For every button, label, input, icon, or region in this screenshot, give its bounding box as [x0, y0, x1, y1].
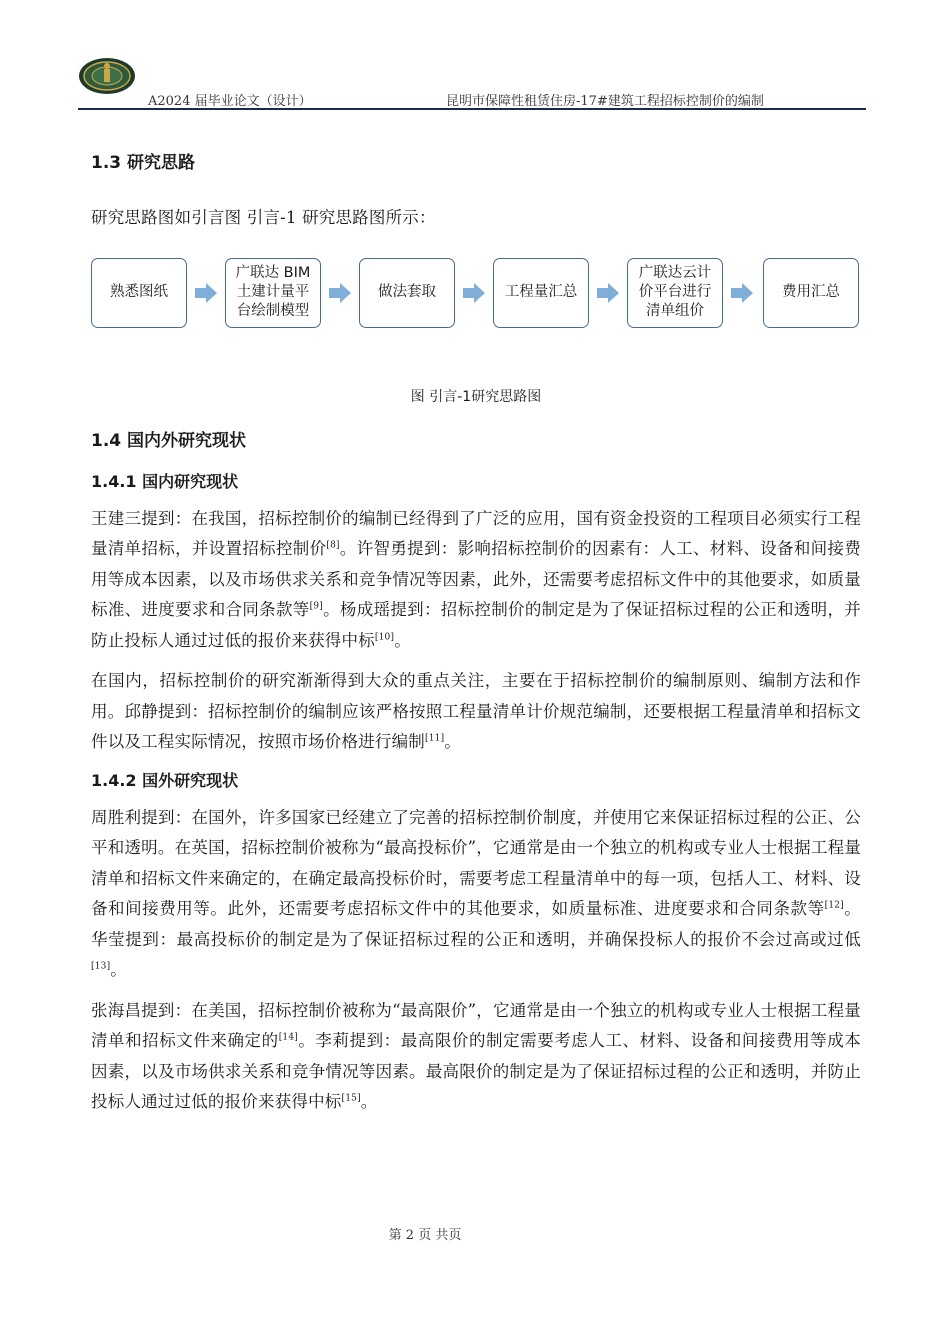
flow-step-5: 广联达云计价平台进行清单组价	[627, 258, 723, 328]
citation: [8]	[326, 540, 340, 551]
page-header	[78, 50, 866, 110]
paragraph-text: 。	[394, 630, 411, 650]
paragraph-text: 。	[110, 960, 127, 979]
paragraph-domestic-1	[91, 504, 861, 657]
section-heading-1-3: 1.3 研究思路	[91, 153, 196, 173]
header-thesis-label: A2024 届毕业论文（设计）	[148, 94, 312, 109]
paragraph-text: 。华莹提到：最高投标价的制定是为了保证招标过程的公正和透明，并确保投标人的报价不会过高或过低	[91, 899, 861, 949]
paragraph-text: 周胜利提到：在国外，许多国家已经建立了完善的招标控制价制度，并使用它来保证招标过程的公正、公平和透明。在英国，招标控制价被称为“最高投标价”，它通常是由一个独立的机构或专业人士根据工程量清单和招标文件来确定的，在确定最高投标价时，需要考虑工程量清单中的每一项，包括人工、材料、设备和间接费用等。此外，还需要考虑招标文件中的其他要求，如质量标准、进度要求和合同条款等	[91, 807, 861, 918]
citation: [13]	[91, 961, 111, 972]
paragraph-text: 。	[360, 1092, 378, 1111]
paragraph-foreign-2	[91, 996, 861, 1118]
flow-step-2: 广联达 BIM 土建计量平台绘制模型	[225, 258, 321, 328]
subsection-heading-1-4-1: 1.4.1 国内研究现状	[91, 471, 239, 491]
header-divider	[78, 108, 866, 110]
citation: [11]	[425, 733, 445, 744]
flow-arrow-icon	[597, 283, 619, 303]
flow-intro-text: 研究思路图如引言图 引言-1 研究思路图所示：	[91, 208, 436, 227]
paragraph-text: 王建三提到：在我国，招标控制价的编制已经得到了广泛的应用，国有资金投资的工程项目必须实行工程量清单招标，并设置招标控制价	[91, 508, 861, 558]
figure-caption: 图 引言-1研究思路图	[410, 388, 542, 405]
paragraph-text: 。杨成瑶提到：招标控制价的制定是为了保证招标过程的公正和透明，并防止投标人通过过低的报价来获得中标	[91, 600, 861, 650]
flow-step-3: 做法套取	[359, 258, 455, 328]
page-content	[91, 140, 861, 1118]
flow-step-4: 工程量汇总	[493, 258, 589, 328]
subsection-heading-1-4-2: 1.4.2 国外研究现状	[91, 770, 239, 790]
research-flow-diagram	[91, 258, 861, 334]
paragraph-text: 。	[444, 732, 461, 751]
university-seal-icon	[78, 54, 136, 94]
flow-step-6: 费用汇总	[763, 258, 859, 328]
paragraph-domestic-2	[91, 666, 861, 758]
citation: [12]	[824, 900, 844, 911]
flow-arrow-icon	[329, 283, 351, 303]
paragraph-text: 。许智勇提到：影响招标控制价的因素有：人工、材料、设备和间接费用等成本因素，以及市场供求关系和竞争情况等因素，此外，还需要考虑招标文件中的其他要求，如质量标准、进度要求和合同条款等	[91, 539, 861, 619]
flow-arrow-icon	[731, 283, 753, 303]
page-footer: 第 2 页 共页	[388, 1228, 462, 1243]
paragraph-text: 。李莉提到：最高限价的制定需要考虑人工、材料、设备和间接费用等成本因素，以及市场供求关系和竞争情况等因素。最高限价的制定是为了保证招标过程的公正和透明，并防止投标人通过过低的报价来获得中标	[91, 1031, 861, 1111]
header-thesis-title: 昆明市保障性租赁住房-17#建筑工程招标控制价的编制	[446, 94, 764, 109]
flow-step-1: 熟悉图纸	[91, 258, 187, 328]
citation: [14]	[278, 1032, 298, 1043]
paragraph-text: 在国内，招标控制价的研究渐渐得到大众的重点关注，主要在于招标控制价的编制原则、编制方法和作用。邱静提到：招标控制价的编制应该严格按照工程量清单计价规范编制，还要根据工程量清单和招标文件以及工程实际情况，按照市场价格进行编制	[91, 671, 861, 751]
citation: [10]	[374, 632, 395, 642]
flow-arrow-icon	[463, 283, 485, 303]
citation: [15]	[341, 1093, 361, 1104]
citation: [9]	[309, 601, 323, 612]
paragraph-text: 张海昌提到：在美国，招标控制价被称为“最高限价”，它通常是由一个独立的机构或专业人士根据工程量清单和招标文件来确定的	[91, 1000, 861, 1050]
section-heading-1-4: 1.4 国内外研究现状	[91, 430, 247, 451]
paragraph-foreign-1	[91, 803, 861, 986]
flow-arrow-icon	[195, 283, 217, 303]
